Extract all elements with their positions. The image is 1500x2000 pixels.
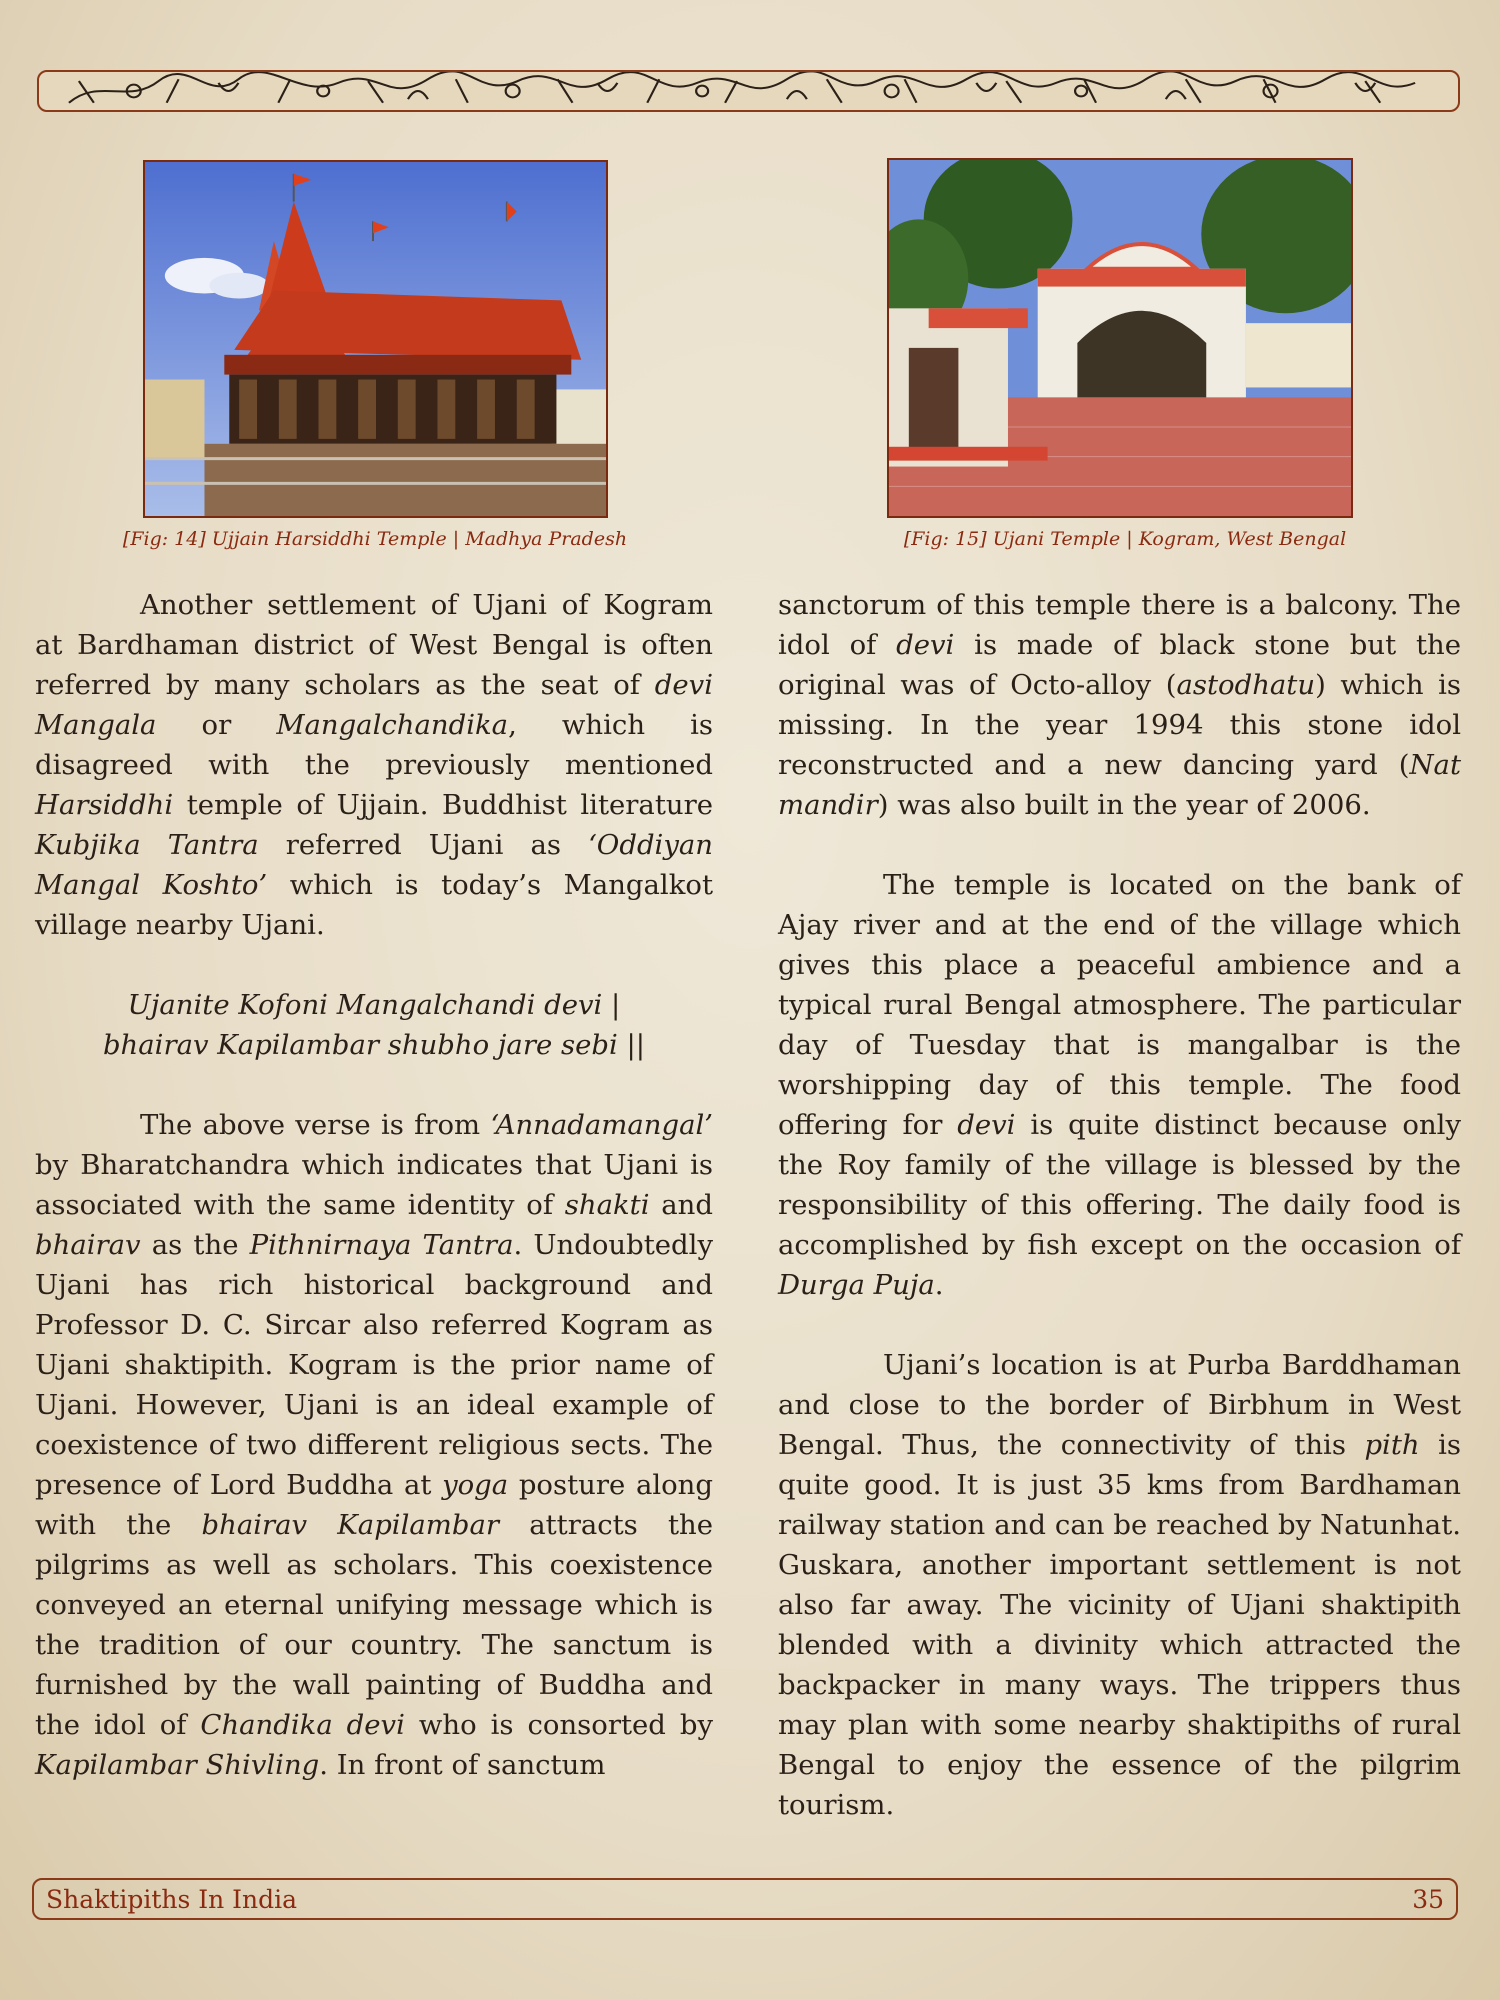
verse-line: Ujanite Kofoni Mangalchandi devi | <box>127 989 621 1021</box>
verse-line: bhairav Kapilambar shubho jare sebi || <box>102 1029 646 1061</box>
publication-title: Shaktipiths In India <box>46 1884 298 1914</box>
decorative-banner <box>37 70 1460 112</box>
page-number: 35 <box>1412 1884 1444 1914</box>
harsiddhi-temple-photo <box>143 160 608 518</box>
ornament-pattern <box>39 72 1458 110</box>
figure-15-caption: [Fig: 15] Ujani Temple | Kogram, West Bengal <box>903 528 1347 550</box>
right-column <box>778 585 1461 1825</box>
ujani-temple-photo <box>887 158 1353 518</box>
paragraph: sanctorum of this temple there is a balcony. The idol of devi is made of black stone but the original was of Octo-alloy (astodhatu) which is missing. In the year 1994 this stone idol reconstructed and a new dancing yard (Nat mandir) was also built in the year of 2006. <box>778 589 1462 821</box>
page-footer <box>32 1878 1458 1920</box>
paragraph: Ujani’s location is at Purba Barddhaman and close to the border of Birbhum in West Bengal. Thus, the connectivity of this pith is quite good. It is just 35 kms from Bardhaman railway station and can be reached by Natunhat. Guskara, another important settlement is not also far away. The vicinity of Ujani shaktipith blended with a divinity which attracted the backpacker in many ways. The trippers thus may plan with some nearby shaktipiths of rural Bengal to enjoy the essence of the pilgrim tourism. <box>778 1349 1462 1821</box>
paragraph: The temple is located on the bank of Ajay river and at the end of the village which gives this place a peaceful ambience and a typical rural Bengal atmosphere. The particular day of Tuesday that is mangalbar is the worshipping day of this temple. The food offering for devi is quite distinct because only the Roy family of the village is blessed by the responsibility of this offering. The daily food is accomplished by fish except on the occasion of Durga Puja. <box>778 869 1461 1301</box>
paragraph: The above verse is from ‘Annadamangal’ by Bharatchandra which indicates that Ujani is associated with the same identity of shakti and bhairav as the Pithnirnaya Tantra. Undoubtedly Ujani has rich historical background and Professor D. C. Sircar also referred Kogram as Ujani shaktipith. Kogram is the prior name of Ujani. However, Ujani is an ideal example of coexistence of two different religious sects. The presence of Lord Buddha at yoga posture along with the bhairav Kapilambar attracts the pilgrims as well as scholars. This coexistence conveyed an eternal unifying message which is the tradition of our country. The sanctum is furnished by the wall painting of Buddha and the idol of Chandika devi who is consorted by Kapilambar Shivling. In front of sanctum <box>35 1109 714 1781</box>
verse <box>35 985 713 1065</box>
paragraph: Another settlement of Ujani of Kogram at Bardhaman district of West Bengal is often referred by many scholars as the seat of devi Mangala or Mangalchandika, which is disagreed with the previously mentioned Harsiddhi temple of Ujjain. Buddhist literature Kubjika Tantra referred Ujani as ‘Oddiyan Mangal Koshto’ which is today’s Mangalkot village nearby Ujani. <box>35 589 714 941</box>
figure-14-caption: [Fig: 14] Ujjain Harsiddhi Temple | Madhya Pradesh <box>122 528 628 550</box>
left-column <box>35 585 713 1785</box>
